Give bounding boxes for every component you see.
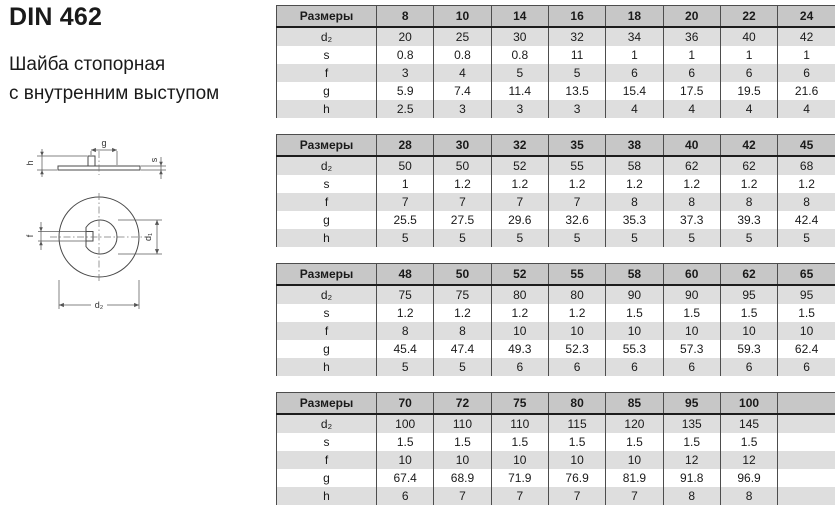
value-cell: 55 [548, 156, 605, 175]
size-column-header: 42 [720, 135, 777, 157]
value-cell: 5 [377, 358, 434, 376]
value-cell: 5 [434, 358, 491, 376]
value-cell: 1.5 [606, 304, 663, 322]
value-cell: 12 [720, 451, 777, 469]
value-cell: 11 [548, 46, 605, 64]
value-cell: 1 [663, 46, 720, 64]
dimension-row [277, 304, 835, 322]
value-cell: 80 [548, 285, 605, 304]
value-cell: 1.5 [491, 433, 548, 451]
size-column-header: 8 [377, 6, 434, 28]
value-cell: 10 [491, 451, 548, 469]
dimension-label-s: s [149, 157, 159, 162]
value-cell: 67.4 [377, 469, 434, 487]
row-label: g [277, 82, 377, 100]
value-cell: 30 [491, 27, 548, 46]
value-cell: 27.5 [434, 211, 491, 229]
value-cell: 5 [491, 64, 548, 82]
dimension-label-d2: d₂ [95, 300, 104, 310]
value-cell: 25.5 [377, 211, 434, 229]
value-cell: 62 [720, 156, 777, 175]
size-column-header: 50 [434, 264, 491, 286]
value-cell: 45.4 [377, 340, 434, 358]
dimension-label-d1: d₁ [143, 233, 153, 241]
row-label: d₂ [277, 156, 377, 175]
size-column-header: 22 [720, 6, 777, 28]
dimension-f [38, 222, 86, 250]
size-column-header: 30 [434, 135, 491, 157]
value-cell: 120 [606, 414, 663, 433]
size-column-header: 24 [778, 6, 835, 28]
dimension-row [277, 340, 835, 358]
dimension-row [277, 211, 835, 229]
value-cell: 34 [606, 27, 663, 46]
size-column-header: 85 [606, 393, 663, 415]
value-cell: 0.8 [377, 46, 434, 64]
value-cell: 6 [548, 358, 605, 376]
value-cell: 7 [548, 193, 605, 211]
table-header-row [277, 393, 835, 415]
value-cell: 10 [606, 451, 663, 469]
row-label: f [277, 322, 377, 340]
value-cell: 40 [720, 27, 777, 46]
value-cell: 47.4 [434, 340, 491, 358]
row-label: f [277, 193, 377, 211]
value-cell: 59.3 [720, 340, 777, 358]
size-column-header: 62 [720, 264, 777, 286]
size-column-header: 48 [377, 264, 434, 286]
value-cell: 1.5 [720, 433, 777, 451]
value-cell: 8 [606, 193, 663, 211]
size-column-header: 80 [548, 393, 605, 415]
value-cell: 5 [606, 229, 663, 247]
value-cell: 62.4 [778, 340, 835, 358]
value-cell: 1.2 [377, 304, 434, 322]
value-cell: 25 [434, 27, 491, 46]
value-cell: 11.4 [491, 82, 548, 100]
value-cell: 1.5 [434, 433, 491, 451]
row-label: g [277, 340, 377, 358]
value-cell: 1.5 [663, 433, 720, 451]
size-column-header: 32 [491, 135, 548, 157]
value-cell: 19.5 [720, 82, 777, 100]
value-cell: 2.5 [377, 100, 434, 118]
value-cell: 10 [491, 322, 548, 340]
value-cell: 32.6 [548, 211, 605, 229]
value-cell: 3 [491, 100, 548, 118]
value-cell: 10 [778, 322, 835, 340]
row-header-label: Размеры [277, 6, 377, 28]
value-cell [778, 451, 835, 469]
value-cell: 96.9 [720, 469, 777, 487]
size-column-header: 14 [491, 6, 548, 28]
value-cell: 15.4 [606, 82, 663, 100]
value-cell: 1.2 [548, 304, 605, 322]
dimension-row [277, 193, 835, 211]
value-cell: 37.3 [663, 211, 720, 229]
value-cell: 90 [606, 285, 663, 304]
value-cell: 7 [548, 487, 605, 505]
value-cell: 1.5 [778, 304, 835, 322]
din462-size-table-3 [276, 263, 835, 376]
row-label: s [277, 175, 377, 193]
value-cell: 50 [434, 156, 491, 175]
value-cell: 21.6 [778, 82, 835, 100]
value-cell: 55.3 [606, 340, 663, 358]
value-cell: 1.5 [606, 433, 663, 451]
value-cell: 1.2 [434, 175, 491, 193]
value-cell: 50 [377, 156, 434, 175]
value-cell: 91.8 [663, 469, 720, 487]
value-cell: 0.8 [491, 46, 548, 64]
value-cell: 95 [778, 285, 835, 304]
value-cell: 110 [434, 414, 491, 433]
value-cell [778, 487, 835, 505]
dimension-row [277, 100, 835, 118]
table-header-row [277, 6, 835, 28]
value-cell: 52.3 [548, 340, 605, 358]
dimension-d1 [118, 220, 162, 254]
value-cell: 1.2 [778, 175, 835, 193]
dimension-row [277, 487, 835, 505]
value-cell: 10 [548, 451, 605, 469]
value-cell: 68 [778, 156, 835, 175]
value-cell: 71.9 [491, 469, 548, 487]
value-cell: 5 [663, 229, 720, 247]
row-label: f [277, 451, 377, 469]
value-cell: 7.4 [434, 82, 491, 100]
size-column-header: 52 [491, 264, 548, 286]
value-cell: 75 [377, 285, 434, 304]
value-cell: 68.9 [434, 469, 491, 487]
value-cell: 100 [377, 414, 434, 433]
value-cell: 5 [377, 229, 434, 247]
value-cell: 4 [434, 64, 491, 82]
value-cell: 8 [377, 322, 434, 340]
dimension-tables [276, 5, 835, 521]
tab-section [88, 156, 95, 166]
value-cell: 1 [720, 46, 777, 64]
value-cell: 49.3 [491, 340, 548, 358]
value-cell: 1.5 [548, 433, 605, 451]
value-cell: 6 [720, 358, 777, 376]
value-cell: 75 [434, 285, 491, 304]
size-column-header: 16 [548, 6, 605, 28]
value-cell: 8 [720, 487, 777, 505]
technical-drawing [0, 130, 270, 325]
size-column-header: 95 [663, 393, 720, 415]
dimension-row [277, 469, 835, 487]
size-column-header: 18 [606, 6, 663, 28]
value-cell: 35.3 [606, 211, 663, 229]
row-header-label: Размеры [277, 264, 377, 286]
dimension-row [277, 175, 835, 193]
value-cell: 1.2 [606, 175, 663, 193]
internal-tab [86, 232, 93, 242]
row-label: h [277, 487, 377, 505]
value-cell: 6 [778, 64, 835, 82]
value-cell: 4 [720, 100, 777, 118]
value-cell: 110 [491, 414, 548, 433]
value-cell: 76.9 [548, 469, 605, 487]
value-cell: 42.4 [778, 211, 835, 229]
row-label: s [277, 433, 377, 451]
value-cell: 62 [663, 156, 720, 175]
value-cell: 17.5 [663, 82, 720, 100]
din462-size-table-2 [276, 134, 835, 247]
size-column-header: 45 [778, 135, 835, 157]
value-cell: 8 [434, 322, 491, 340]
row-header-label: Размеры [277, 393, 377, 415]
value-cell: 10 [720, 322, 777, 340]
value-cell: 135 [663, 414, 720, 433]
row-label: f [277, 64, 377, 82]
row-label: g [277, 469, 377, 487]
value-cell: 8 [663, 193, 720, 211]
size-column-header: 72 [434, 393, 491, 415]
size-column-header: 60 [663, 264, 720, 286]
value-cell: 10 [434, 451, 491, 469]
value-cell: 4 [663, 100, 720, 118]
table-header-row [277, 135, 835, 157]
value-cell: 1.5 [720, 304, 777, 322]
value-cell [778, 433, 835, 451]
table-header-row [277, 264, 835, 286]
value-cell: 5 [491, 229, 548, 247]
size-column-header: 10 [434, 6, 491, 28]
value-cell: 1.5 [377, 433, 434, 451]
value-cell: 3 [377, 64, 434, 82]
value-cell: 3 [434, 100, 491, 118]
value-cell: 115 [548, 414, 605, 433]
dimension-row [277, 322, 835, 340]
value-cell: 20 [377, 27, 434, 46]
dimension-h [37, 149, 87, 177]
value-cell: 36 [663, 27, 720, 46]
dimension-row [277, 414, 835, 433]
value-cell: 5 [548, 229, 605, 247]
row-label: d₂ [277, 27, 377, 46]
value-cell: 10 [663, 322, 720, 340]
size-column-header: 55 [548, 264, 605, 286]
size-column-header: 40 [663, 135, 720, 157]
size-column-header: 58 [606, 264, 663, 286]
value-cell: 8 [778, 193, 835, 211]
value-cell: 6 [606, 64, 663, 82]
size-column-header: 35 [548, 135, 605, 157]
dimension-row [277, 156, 835, 175]
value-cell: 4 [778, 100, 835, 118]
dimension-label-h: h [25, 160, 35, 165]
value-cell: 58 [606, 156, 663, 175]
value-cell: 1.2 [491, 175, 548, 193]
value-cell: 0.8 [434, 46, 491, 64]
size-column-header: 20 [663, 6, 720, 28]
value-cell: 5 [434, 229, 491, 247]
subtitle-line-2: с внутренним выступом [9, 83, 219, 105]
size-column-header: 100 [720, 393, 777, 415]
value-cell: 7 [377, 193, 434, 211]
value-cell: 6 [491, 358, 548, 376]
subtitle-line-1: Шайба стопорная [9, 54, 165, 76]
value-cell: 7 [434, 487, 491, 505]
value-cell: 80 [491, 285, 548, 304]
value-cell: 5 [548, 64, 605, 82]
value-cell: 1.2 [434, 304, 491, 322]
value-cell: 1.2 [548, 175, 605, 193]
row-header-label: Размеры [277, 135, 377, 157]
size-column-header [778, 393, 835, 415]
row-label: d₂ [277, 414, 377, 433]
value-cell: 1 [778, 46, 835, 64]
value-cell: 1 [377, 175, 434, 193]
row-label: h [277, 100, 377, 118]
dimension-row [277, 46, 835, 64]
value-cell: 42 [778, 27, 835, 46]
row-label: g [277, 211, 377, 229]
value-cell [778, 469, 835, 487]
value-cell: 7 [434, 193, 491, 211]
page-title: DIN 462 [9, 3, 102, 32]
value-cell: 10 [548, 322, 605, 340]
value-cell: 6 [778, 358, 835, 376]
dimension-row [277, 27, 835, 46]
value-cell: 8 [663, 487, 720, 505]
value-cell: 6 [720, 64, 777, 82]
value-cell: 6 [606, 358, 663, 376]
size-column-header: 28 [377, 135, 434, 157]
row-label: s [277, 304, 377, 322]
value-cell: 6 [663, 358, 720, 376]
row-label: s [277, 46, 377, 64]
value-cell: 7 [491, 487, 548, 505]
dimension-label-f: f [25, 234, 35, 237]
value-cell [778, 414, 835, 433]
value-cell: 5.9 [377, 82, 434, 100]
dimension-row [277, 285, 835, 304]
size-column-header: 75 [491, 393, 548, 415]
dimension-row [277, 82, 835, 100]
din462-size-table-4 [276, 392, 835, 505]
value-cell: 1.2 [491, 304, 548, 322]
value-cell: 3 [548, 100, 605, 118]
value-cell: 90 [663, 285, 720, 304]
value-cell: 39.3 [720, 211, 777, 229]
value-cell: 7 [491, 193, 548, 211]
value-cell: 5 [778, 229, 835, 247]
value-cell: 1 [606, 46, 663, 64]
value-cell: 7 [606, 487, 663, 505]
size-column-header: 65 [778, 264, 835, 286]
value-cell: 1.2 [720, 175, 777, 193]
row-label: d₂ [277, 285, 377, 304]
value-cell: 1.5 [663, 304, 720, 322]
dimension-row [277, 229, 835, 247]
value-cell: 13.5 [548, 82, 605, 100]
size-column-header: 38 [606, 135, 663, 157]
dimension-row [277, 451, 835, 469]
dimension-row [277, 64, 835, 82]
value-cell: 10 [377, 451, 434, 469]
row-label: h [277, 229, 377, 247]
value-cell: 12 [663, 451, 720, 469]
value-cell: 6 [377, 487, 434, 505]
dimension-row [277, 433, 835, 451]
value-cell: 5 [720, 229, 777, 247]
value-cell: 95 [720, 285, 777, 304]
row-label: h [277, 358, 377, 376]
value-cell: 6 [663, 64, 720, 82]
value-cell: 52 [491, 156, 548, 175]
value-cell: 8 [720, 193, 777, 211]
value-cell: 145 [720, 414, 777, 433]
dimension-label-g: g [101, 138, 106, 148]
din462-size-table-1 [276, 5, 835, 118]
value-cell: 57.3 [663, 340, 720, 358]
size-column-header: 70 [377, 393, 434, 415]
value-cell: 1.2 [663, 175, 720, 193]
dimension-row [277, 358, 835, 376]
value-cell: 4 [606, 100, 663, 118]
value-cell: 29.6 [491, 211, 548, 229]
value-cell: 81.9 [606, 469, 663, 487]
value-cell: 32 [548, 27, 605, 46]
value-cell: 10 [606, 322, 663, 340]
